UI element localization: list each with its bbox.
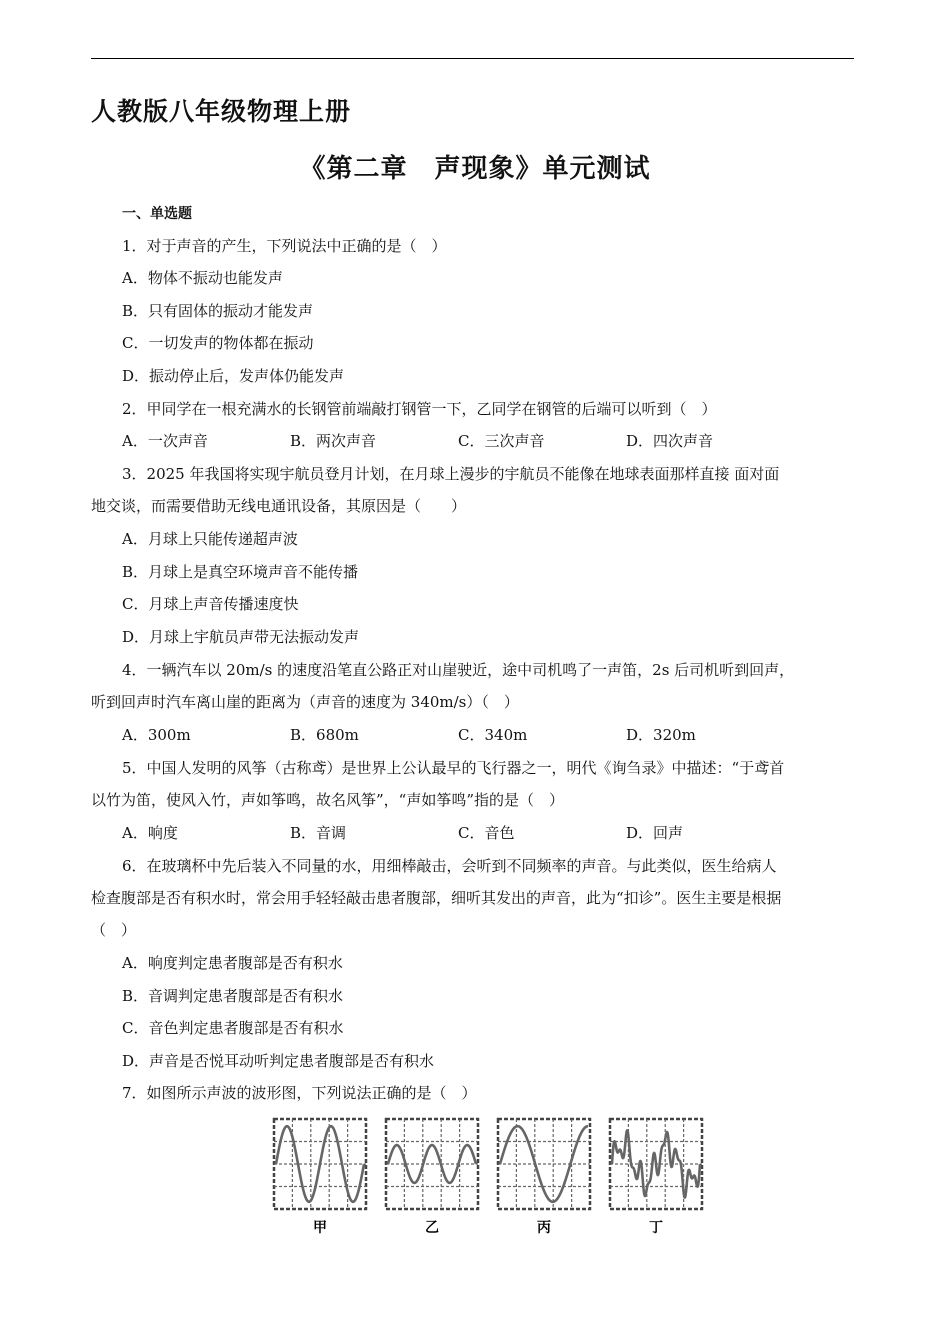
- question-4-option-d: D．320m: [626, 726, 696, 744]
- question-2-options: [0, 431, 950, 451]
- question-6-option-c: C．音色判定患者腹部是否有积水: [122, 1019, 344, 1037]
- waveform-panel-ding: [610, 1119, 702, 1209]
- question-6-option-d: D．声音是否悦耳动听判定患者腹部是否有积水: [122, 1052, 435, 1070]
- question-3-stem-line-1: 3．2025 年我国将实现宇航员登月计划，在月球上漫步的宇航员不能像在地球表面那样直接 面对面: [122, 465, 780, 483]
- question-6-stem-line-2: 检查腹部是否有积水时，常会用手轻轻敲击患者腹部，细听其发出的声音，此为“扣诊”。医生主要是根据: [91, 889, 782, 907]
- waveform-panel-bing: [498, 1119, 590, 1209]
- waveform-figure-svg: [272, 1115, 704, 1245]
- question-5-stem-line-2: 以竹为笛，使风入竹，声如筝鸣，故名风筝”，“声如筝鸣”指的是（ ）: [91, 791, 565, 809]
- question-5-option-d: D．回声: [626, 824, 684, 842]
- question-1-option-b: B．只有固体的振动才能发声: [122, 302, 314, 320]
- question-3-option-c: C．月球上声音传播速度快: [122, 595, 299, 613]
- question-1-option-d: D．振动停止后，发声体仍能发声: [122, 367, 345, 385]
- question-4-option-a: A．300m: [122, 726, 191, 744]
- question-7-stem: 7．如图所示声波的波形图，下列说法正确的是（ ）: [122, 1084, 477, 1102]
- question-4-option-b: B．680m: [290, 726, 359, 744]
- question-5-option-c: C．音色: [458, 824, 515, 842]
- question-5-option-a: A．响度: [122, 824, 178, 842]
- question-4-stem-line-2: 听到回声时汽车离山崖的距离为（声音的速度为 340m/s）（ ）: [91, 693, 519, 711]
- question-6-option-b: B．音调判定患者腹部是否有积水: [122, 987, 344, 1005]
- waveform-panel-yi: [386, 1119, 478, 1209]
- waveform-label-jia: 甲: [313, 1220, 327, 1236]
- question-4-options: [0, 725, 950, 745]
- question-6-option-a: A．响度判定患者腹部是否有积水: [122, 954, 343, 972]
- waveform-label-ding: 丁: [649, 1220, 663, 1236]
- question-3-option-d: D．月球上宇航员声带无法振动发声: [122, 628, 360, 646]
- question-3-option-a: A．月球上只能传递超声波: [122, 530, 298, 548]
- question-4-option-c: C．340m: [458, 726, 528, 744]
- question-2-option-d: D．四次声音: [626, 432, 714, 450]
- header-rule: [91, 58, 854, 59]
- question-3-stem-line-2: 地交谈，而需要借助无线电通讯设备，其原因是（ ）: [91, 497, 467, 515]
- section-heading: 一、单选题: [122, 206, 192, 222]
- question-5-options: [0, 823, 950, 843]
- question-2-option-b: B．两次声音: [290, 432, 377, 450]
- question-1-option-a: A．物体不振动也能发声: [122, 269, 283, 287]
- waveform-label-yi: 乙: [425, 1220, 439, 1236]
- question-1-stem: 1．对于声音的产生，下列说法中正确的是（ ）: [122, 237, 447, 255]
- waveform-figure: [272, 1115, 704, 1245]
- test-title: 《第二章 声现象》单元测试: [299, 154, 651, 184]
- question-6-stem-line-3: （ ）: [91, 921, 137, 939]
- question-2-stem: 2．甲同学在一根充满水的长钢管前端敲打钢管一下，乙同学在钢管的后端可以听到（ ）: [122, 400, 717, 418]
- question-3-option-b: B．月球上是真空环境声音不能传播: [122, 563, 359, 581]
- question-1-option-c: C．一切发声的物体都在振动: [122, 334, 314, 352]
- question-5-stem-line-1: 5．中国人发明的风筝（古称鸢）是世界上公认最早的飞行器之一，明代《询刍录》中描述：“于鸢首: [122, 759, 785, 777]
- question-2-option-a: A．一次声音: [122, 432, 208, 450]
- question-6-stem-line-1: 6．在玻璃杯中先后装入不同量的水，用细棒敲击，会听到不同频率的声音。与此类似，医生给病人: [122, 857, 777, 875]
- question-5-option-b: B．音调: [290, 824, 347, 842]
- question-2-option-c: C．三次声音: [458, 432, 545, 450]
- waveform-label-bing: 丙: [537, 1220, 551, 1236]
- waveform-panel-jia: [274, 1119, 366, 1209]
- question-4-stem-line-1: 4．一辆汽车以 20m/s 的速度沿笔直公路正对山崖驶近，途中司机鸣了一声笛，2s 后司机听到回声，: [122, 661, 795, 679]
- book-title: 人教版八年级物理上册: [91, 97, 352, 126]
